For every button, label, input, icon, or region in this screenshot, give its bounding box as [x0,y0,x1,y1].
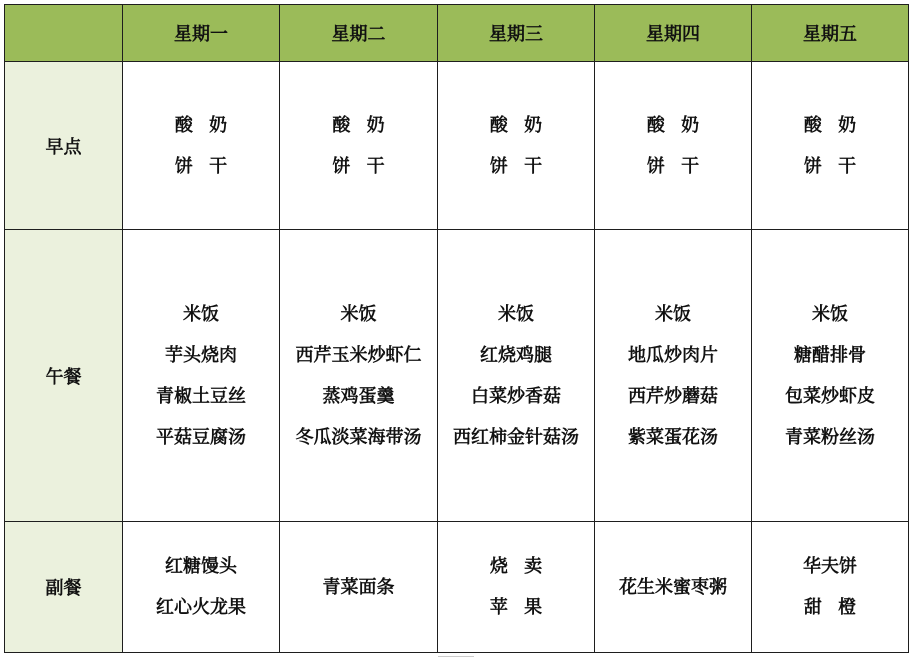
lunch-cell-mon [123,230,280,522]
menu-item: 包菜炒虾皮 [785,385,875,407]
menu-item: 饼干 [174,155,244,177]
weekly-menu-table [4,4,909,653]
day-header-mon: 星期一 [123,5,280,62]
menu-item: 蒸鸡蛋羹 [322,385,395,407]
lunch-cell-wed [438,230,595,522]
menu-item: 饼干 [332,155,401,177]
menu-item: 米饭 [812,303,848,325]
menu-item: 芋头烧肉 [165,344,237,366]
menu-item: 米饭 [183,303,219,325]
breakfast-cell-wed [438,62,595,230]
menu-item: 华夫饼 [803,556,857,577]
menu-item: 西芹玉米炒虾仁 [295,344,422,366]
menu-item: 西芹炒蘑菇 [628,385,718,407]
menu-item: 酸奶 [646,114,716,136]
breakfast-row [5,62,909,230]
menu-item: 酸奶 [803,114,873,136]
snack-cell-fri [752,522,909,653]
day-header-thu: 星期四 [595,5,752,62]
day-header-fri: 星期五 [752,5,909,62]
menu-item: 青菜面条 [322,576,395,598]
menu-item: 酸奶 [174,114,244,136]
menu-item: 饼干 [489,155,559,177]
breakfast-cell-mon [123,62,280,230]
menu-item: 酸奶 [489,114,559,136]
snack-label: 副餐 [5,522,123,653]
menu-item: 青椒土豆丝 [156,385,246,407]
menu-item: 冬瓜淡菜海带汤 [295,426,422,448]
menu-item: 酸奶 [332,114,401,136]
lunch-cell-thu [595,230,752,522]
menu-item: 饼干 [646,155,716,177]
menu-item: 糖醋排骨 [794,344,866,366]
page-edge-mark [438,656,474,661]
breakfast-label: 早点 [5,62,123,230]
menu-item: 西红柿金针菇汤 [453,426,579,448]
menu-item: 烧卖 [489,556,559,577]
menu-item: 青菜粉丝汤 [785,426,875,448]
menu-item: 平菇豆腐汤 [156,426,246,448]
menu-item: 甜橙 [803,597,873,618]
lunch-cell-tue [280,230,438,522]
day-header-wed: 星期三 [438,5,595,62]
menu-item: 红糖馒头 [165,556,237,577]
menu-item: 紫菜蛋花汤 [628,426,718,448]
snack-cell-mon [123,522,280,653]
menu-item: 红心火龙果 [156,597,246,618]
menu-item: 红烧鸡腿 [480,344,552,366]
menu-item: 地瓜炒肉片 [628,344,718,366]
lunch-cell-fri [752,230,909,522]
breakfast-cell-thu [595,62,752,230]
snack-cell-tue [280,522,438,653]
menu-item: 米饭 [655,303,691,325]
menu-item: 米饭 [498,303,534,325]
lunch-row [5,230,909,522]
menu-item: 花生米蜜枣粥 [619,576,727,598]
header-row [5,5,909,62]
day-header-tue: 星期二 [280,5,438,62]
snack-cell-wed [438,522,595,653]
menu-item: 苹果 [489,597,559,618]
menu-item: 白菜炒香菇 [471,385,561,407]
menu-item: 米饭 [340,303,377,325]
lunch-label: 午餐 [5,230,123,522]
corner-cell [5,5,123,62]
breakfast-cell-tue [280,62,438,230]
breakfast-cell-fri [752,62,909,230]
snack-cell-thu [595,522,752,653]
snack-row [5,522,909,653]
menu-item: 饼干 [803,155,873,177]
